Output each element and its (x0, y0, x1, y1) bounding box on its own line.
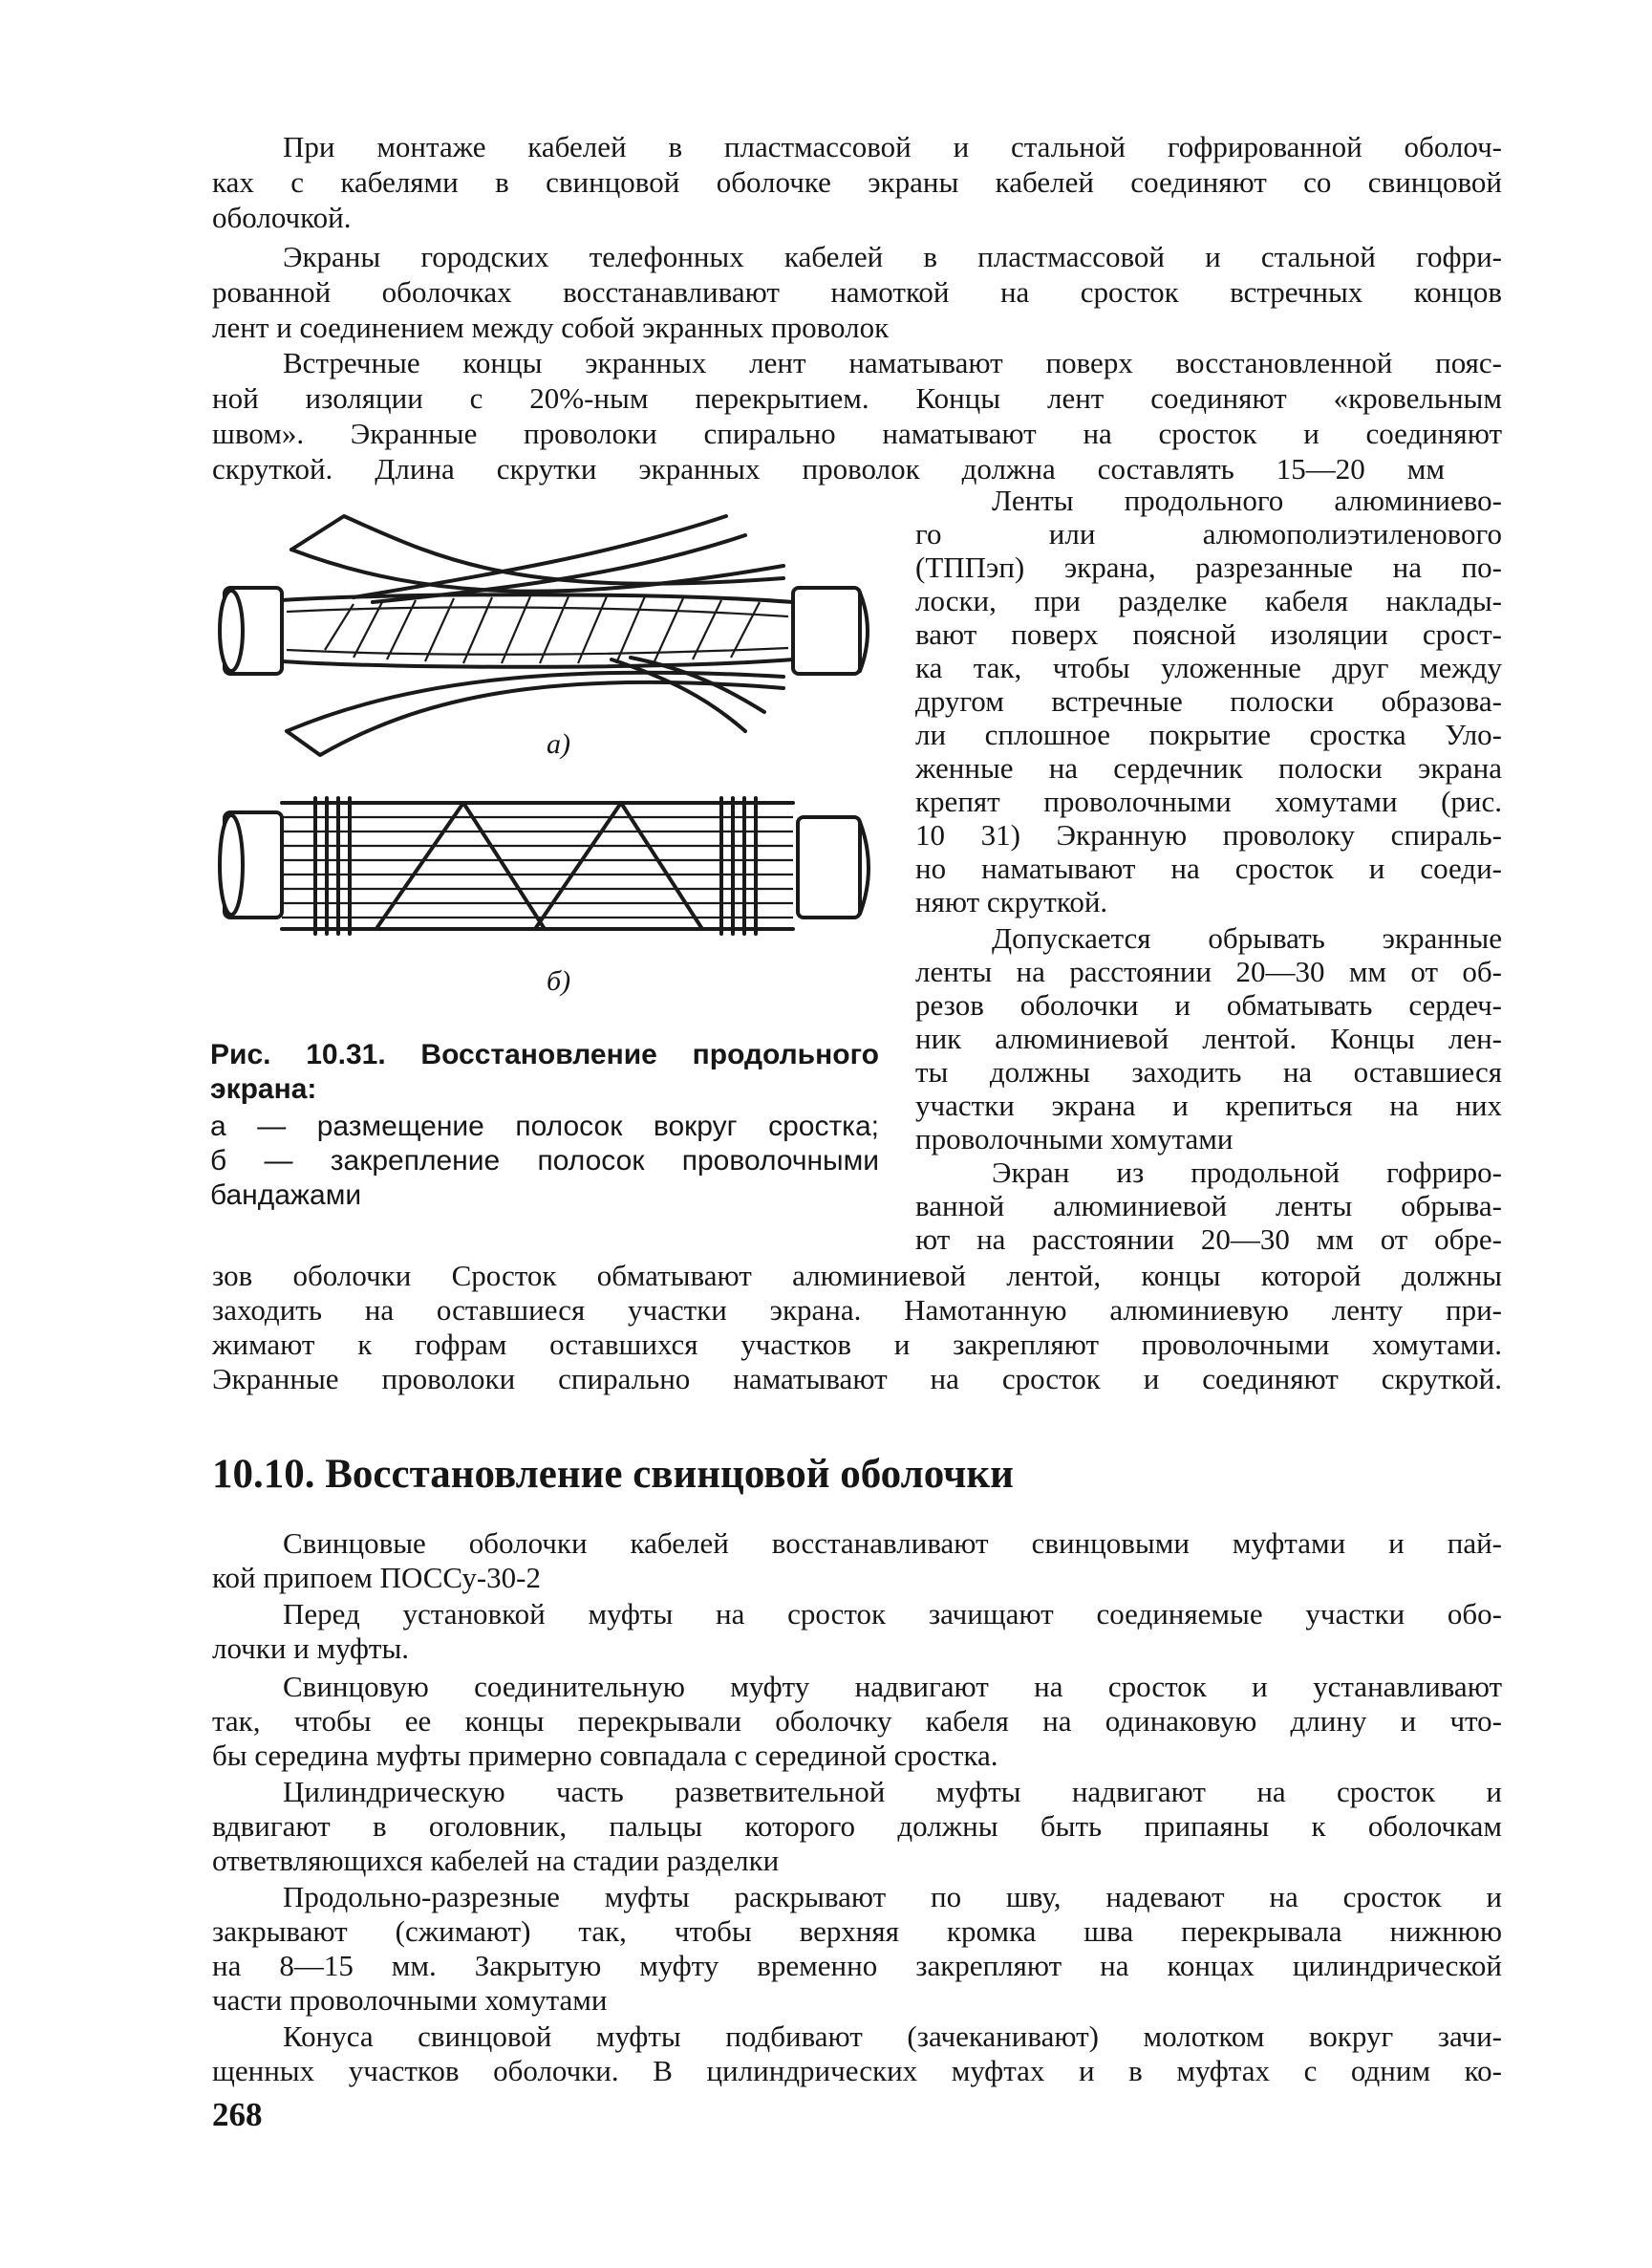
text-line: ках с кабелями в свинцовой оболочке экраны кабелей соединяют со свинцовой (212, 165, 1502, 199)
figure-10-31 (210, 497, 879, 1032)
caption-item: а — размещение полосок вокруг сростка; (210, 1111, 879, 1142)
text-line: ник алюминиевой лентой. Концы лен- (915, 1022, 1502, 1055)
text-line: ной изоляции с 20%-ным перекрытием. Концы лент соединяют «кровельным (212, 381, 1502, 415)
text-line: лочки и муфты. (212, 1631, 410, 1665)
text-line: так, чтобы ее концы перекрывали оболочку кабеля на одинаковую длину и что- (212, 1704, 1502, 1738)
drawing-b (220, 798, 869, 934)
figure-label-a: а) (547, 728, 570, 760)
text-line: Конуса свинцовой муфты подбивают (зачеканивают) молотком вокруг зачи- (283, 2020, 1502, 2053)
text-line: 10 31) Экранную проволоку спираль- (915, 818, 1502, 852)
continuation-text-block (212, 1258, 1502, 1411)
caption-item: б — закрепление полосок проволочными (210, 1145, 879, 1177)
splice-illustration (210, 497, 879, 1032)
text-line: части проволочными хомутами (212, 1983, 608, 2017)
text-line: заходить на оставшиеся участки экрана. Намотанную алюминиевую ленту при- (212, 1293, 1502, 1327)
text-line: рованной оболочках восстанавливают намоткой на сросток встречных концов (212, 275, 1502, 309)
text-line: щенных участков оболочки. В цилиндрических муфтах и в муфтах с одним ко- (212, 2054, 1502, 2087)
text-line: Экраны городских телефонных кабелей в пластмассовой и стальной гофри- (283, 240, 1502, 273)
text-line: участки экрана и крепиться на них (915, 1089, 1502, 1122)
text-line: ли сплошное покрытие сростка Уло- (915, 718, 1502, 751)
text-line: ответвляющихся кабелей на стадии разделки (212, 1844, 780, 1877)
text-line: бы середина муфты примерно совпадала с серединой сростка. (212, 1739, 998, 1772)
text-line: ванной алюминиевой ленты обрыва- (915, 1189, 1502, 1222)
text-line: ленты на расстоянии 20—30 мм от об- (915, 955, 1502, 988)
caption-title-line: экрана: (210, 1073, 317, 1105)
figure-caption (210, 1037, 879, 1209)
text-line: женные на сердечник полоски экрана (915, 751, 1502, 785)
text-line: швом». Экранные проволоки спирально наматывают на сросток и соединяют (212, 417, 1502, 450)
text-line: ют на расстоянии 20—30 мм от обре- (915, 1222, 1502, 1256)
caption-item: бандажами (210, 1179, 362, 1211)
top-text-block (212, 129, 1502, 486)
text-line: резов оболочки и обматывать сердеч- (915, 988, 1502, 1022)
text-line: Ленты продольного алюминиево- (992, 484, 1502, 517)
text-line: оболочкой. (212, 201, 352, 234)
text-line: ка так, чтобы уложенные друг между (915, 651, 1502, 684)
text-line: Свинцовую соединительную муфту надвигают на сросток и устанавливают (283, 1670, 1502, 1703)
text-line: Свинцовые оболочки кабелей восстанавливают свинцовыми муфтами и пай- (283, 1526, 1502, 1560)
section-heading: 10.10. Восстановление свинцовой оболочки (212, 1452, 1014, 1497)
text-line: Экранные проволоки спирально наматывают на сросток и соединяют скруткой. (212, 1362, 1502, 1395)
text-line: ты должны заходить на оставшиеся (915, 1055, 1502, 1089)
text-line: зов оболочки Сросток обматывают алюминиевой лентой, концы которой должны (212, 1259, 1502, 1292)
text-line: (ТППэп) экрана, разрезанные на по- (915, 551, 1502, 584)
text-line: другом встречные полоски образова- (915, 684, 1502, 718)
text-line: но наматывают на сросток и соеди- (915, 852, 1502, 885)
text-line: Перед установкой муфты на сросток зачищают соединяемые участки обо- (283, 1597, 1502, 1631)
figure-label-b: б) (547, 965, 571, 997)
text-line: Продольно-разрезные муфты раскрывают по шву, надевают на сросток и (283, 1880, 1502, 1913)
caption-title-line: Рис. 10.31. Восстановление продольного (210, 1039, 879, 1070)
text-line: кой припоем ПОССу-30-2 (212, 1561, 541, 1594)
text-line: Цилиндрическую часть разветвительной муфты надвигают на сросток и (283, 1775, 1502, 1808)
text-line: Встречные концы экранных лент наматывают поверх восстановленной пояс- (283, 346, 1502, 379)
text-line: вдвигают в оголовник, пальцы которого должны быть припаяны к оболочкам (212, 1809, 1502, 1843)
text-line: закрывают (сжимают) так, чтобы верхняя кромка шва перекрывала нижнюю (212, 1914, 1502, 1948)
text-line: жимают к гофрам оставшихся участков и закрепляют проволочными хомутами. (212, 1328, 1502, 1361)
text-line: няют скруткой. (915, 885, 1108, 918)
text-line: лент и соединением между собой экранных проволок (212, 311, 890, 344)
section-text-block (212, 1525, 1502, 2089)
text-line: лоски, при разделке кабеля наклады- (915, 584, 1502, 617)
text-line: При монтаже кабелей в пластмассовой и стальной гофрированной оболоч- (283, 130, 1502, 163)
text-line: го или алюмополиэтиленового (915, 517, 1502, 551)
drawing-a (220, 516, 868, 755)
text-line: вают поверх поясной изоляции срост- (915, 617, 1502, 651)
right-column-text (915, 483, 1502, 1257)
page-number: 268 (212, 2096, 263, 2133)
text-line: крепят проволочными хомутами (рис. (915, 785, 1502, 818)
text-line: проволочными хомутами (915, 1122, 1234, 1156)
text-line: Допускается обрывать экранные (992, 921, 1502, 955)
text-line: на 8—15 мм. Закрытую муфту временно закрепляют на концах цилиндрической (212, 1949, 1502, 1982)
text-line: Экран из продольной гофриро- (992, 1156, 1502, 1189)
text-line: скруткой. Длина скрутки экранных проволок должна составлять 15—20 мм (212, 452, 1445, 486)
